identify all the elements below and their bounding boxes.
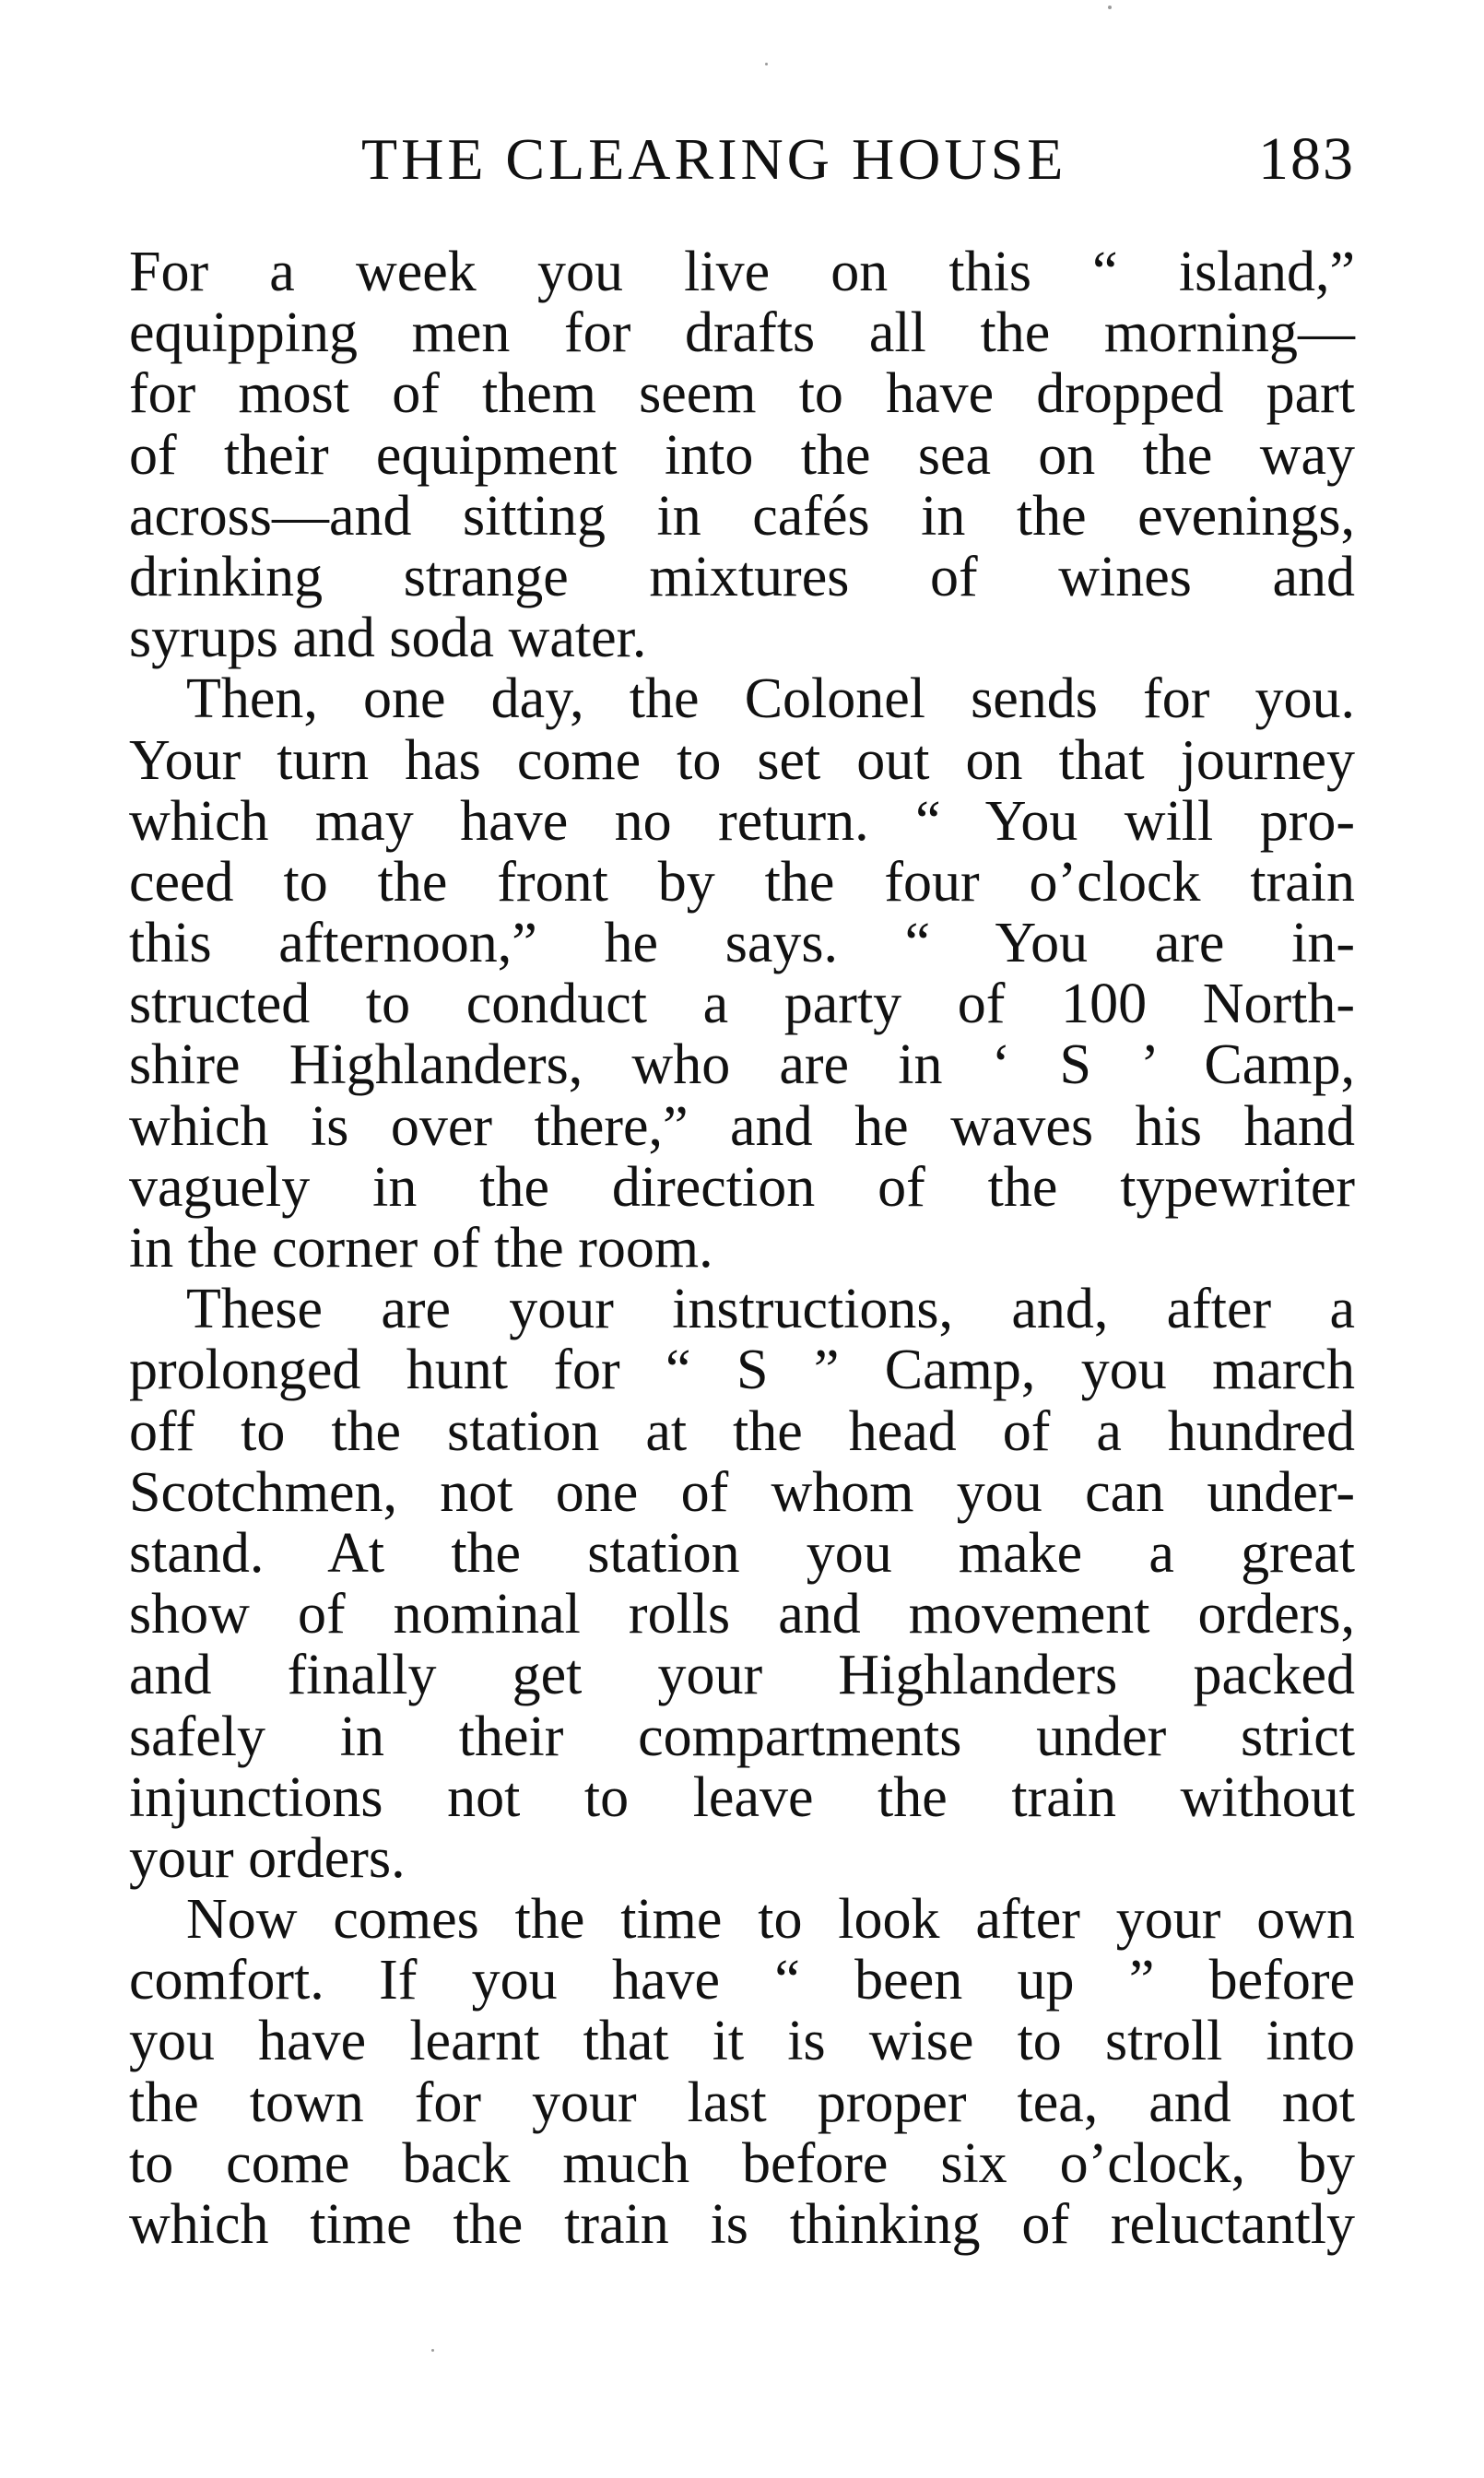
text-line: which is over there,” and he waves his hand (129, 1094, 1355, 1158)
text-line: in the corner of the room. (129, 1217, 713, 1280)
text-line: Then, one day, the Colonel sends for you. (186, 667, 1355, 731)
text-line: your orders. (129, 1826, 406, 1890)
text-line: which time the train is thinking of reluctantly (129, 2193, 1355, 2256)
body-text (129, 242, 1355, 2255)
paper-speck (1108, 6, 1112, 9)
text-line: for most of them seem to have dropped part (129, 362, 1355, 426)
text-line: across—and sitting in cafés in the evenings, (129, 484, 1355, 548)
text-line: These are your instructions, and, after a (186, 1278, 1355, 1341)
text-line: injunctions not to leave the train without (129, 1765, 1355, 1829)
text-line: the town for your last proper tea, and not (129, 2071, 1355, 2134)
text-line: structed to conduct a party of 100 North- (129, 973, 1355, 1036)
text-line: you have learnt that it is wise to stroll into (129, 2010, 1355, 2073)
text-line: Your turn has come to set out on that journey (129, 728, 1355, 792)
text-line: syrups and soda water. (129, 607, 647, 670)
paper-speck (765, 63, 768, 65)
text-line: drinking strange mixtures of wines and (129, 545, 1355, 608)
paper-speck (431, 2349, 434, 2352)
text-line: to come back much before six o’clock, by (129, 2131, 1355, 2195)
page-number: 183 (1258, 125, 1355, 193)
page-header (129, 118, 1355, 201)
text-line: prolonged hunt for “ S ” Camp, you march (129, 1339, 1355, 1402)
text-line: show of nominal rolls and movement orders, (129, 1583, 1355, 1646)
text-line: and finally get your Highlanders packed (129, 1644, 1355, 1707)
text-line: Scotchmen, not one of whom you can under- (129, 1460, 1355, 1524)
text-line: For a week you live on this “ island,” (129, 241, 1355, 303)
text-line: which may have no return. “ You will pro- (129, 789, 1355, 853)
text-line: safely in their compartments under strict (129, 1705, 1355, 1768)
text-line: ceed to the front by the four o’clock train (129, 850, 1355, 914)
text-line: stand. At the station you make a great (129, 1521, 1355, 1585)
text-line: shire Highlanders, who are in ‘ S ’ Camp, (129, 1033, 1355, 1097)
running-head: THE CLEARING HOUSE (361, 126, 1067, 192)
text-line: of their equipment into the sea on the way (129, 423, 1355, 487)
text-line: equipping men for drafts all the morning— (129, 301, 1355, 365)
text-line: this afternoon,” he says. “ You are in- (129, 912, 1355, 975)
text-line: Now comes the time to look after your own (186, 1888, 1355, 1952)
text-line: vaguely in the direction of the typewriter (129, 1155, 1355, 1219)
text-line: comfort. If you have “ been up ” before (129, 1949, 1355, 2012)
text-line: off to the station at the head of a hundred (129, 1399, 1355, 1463)
